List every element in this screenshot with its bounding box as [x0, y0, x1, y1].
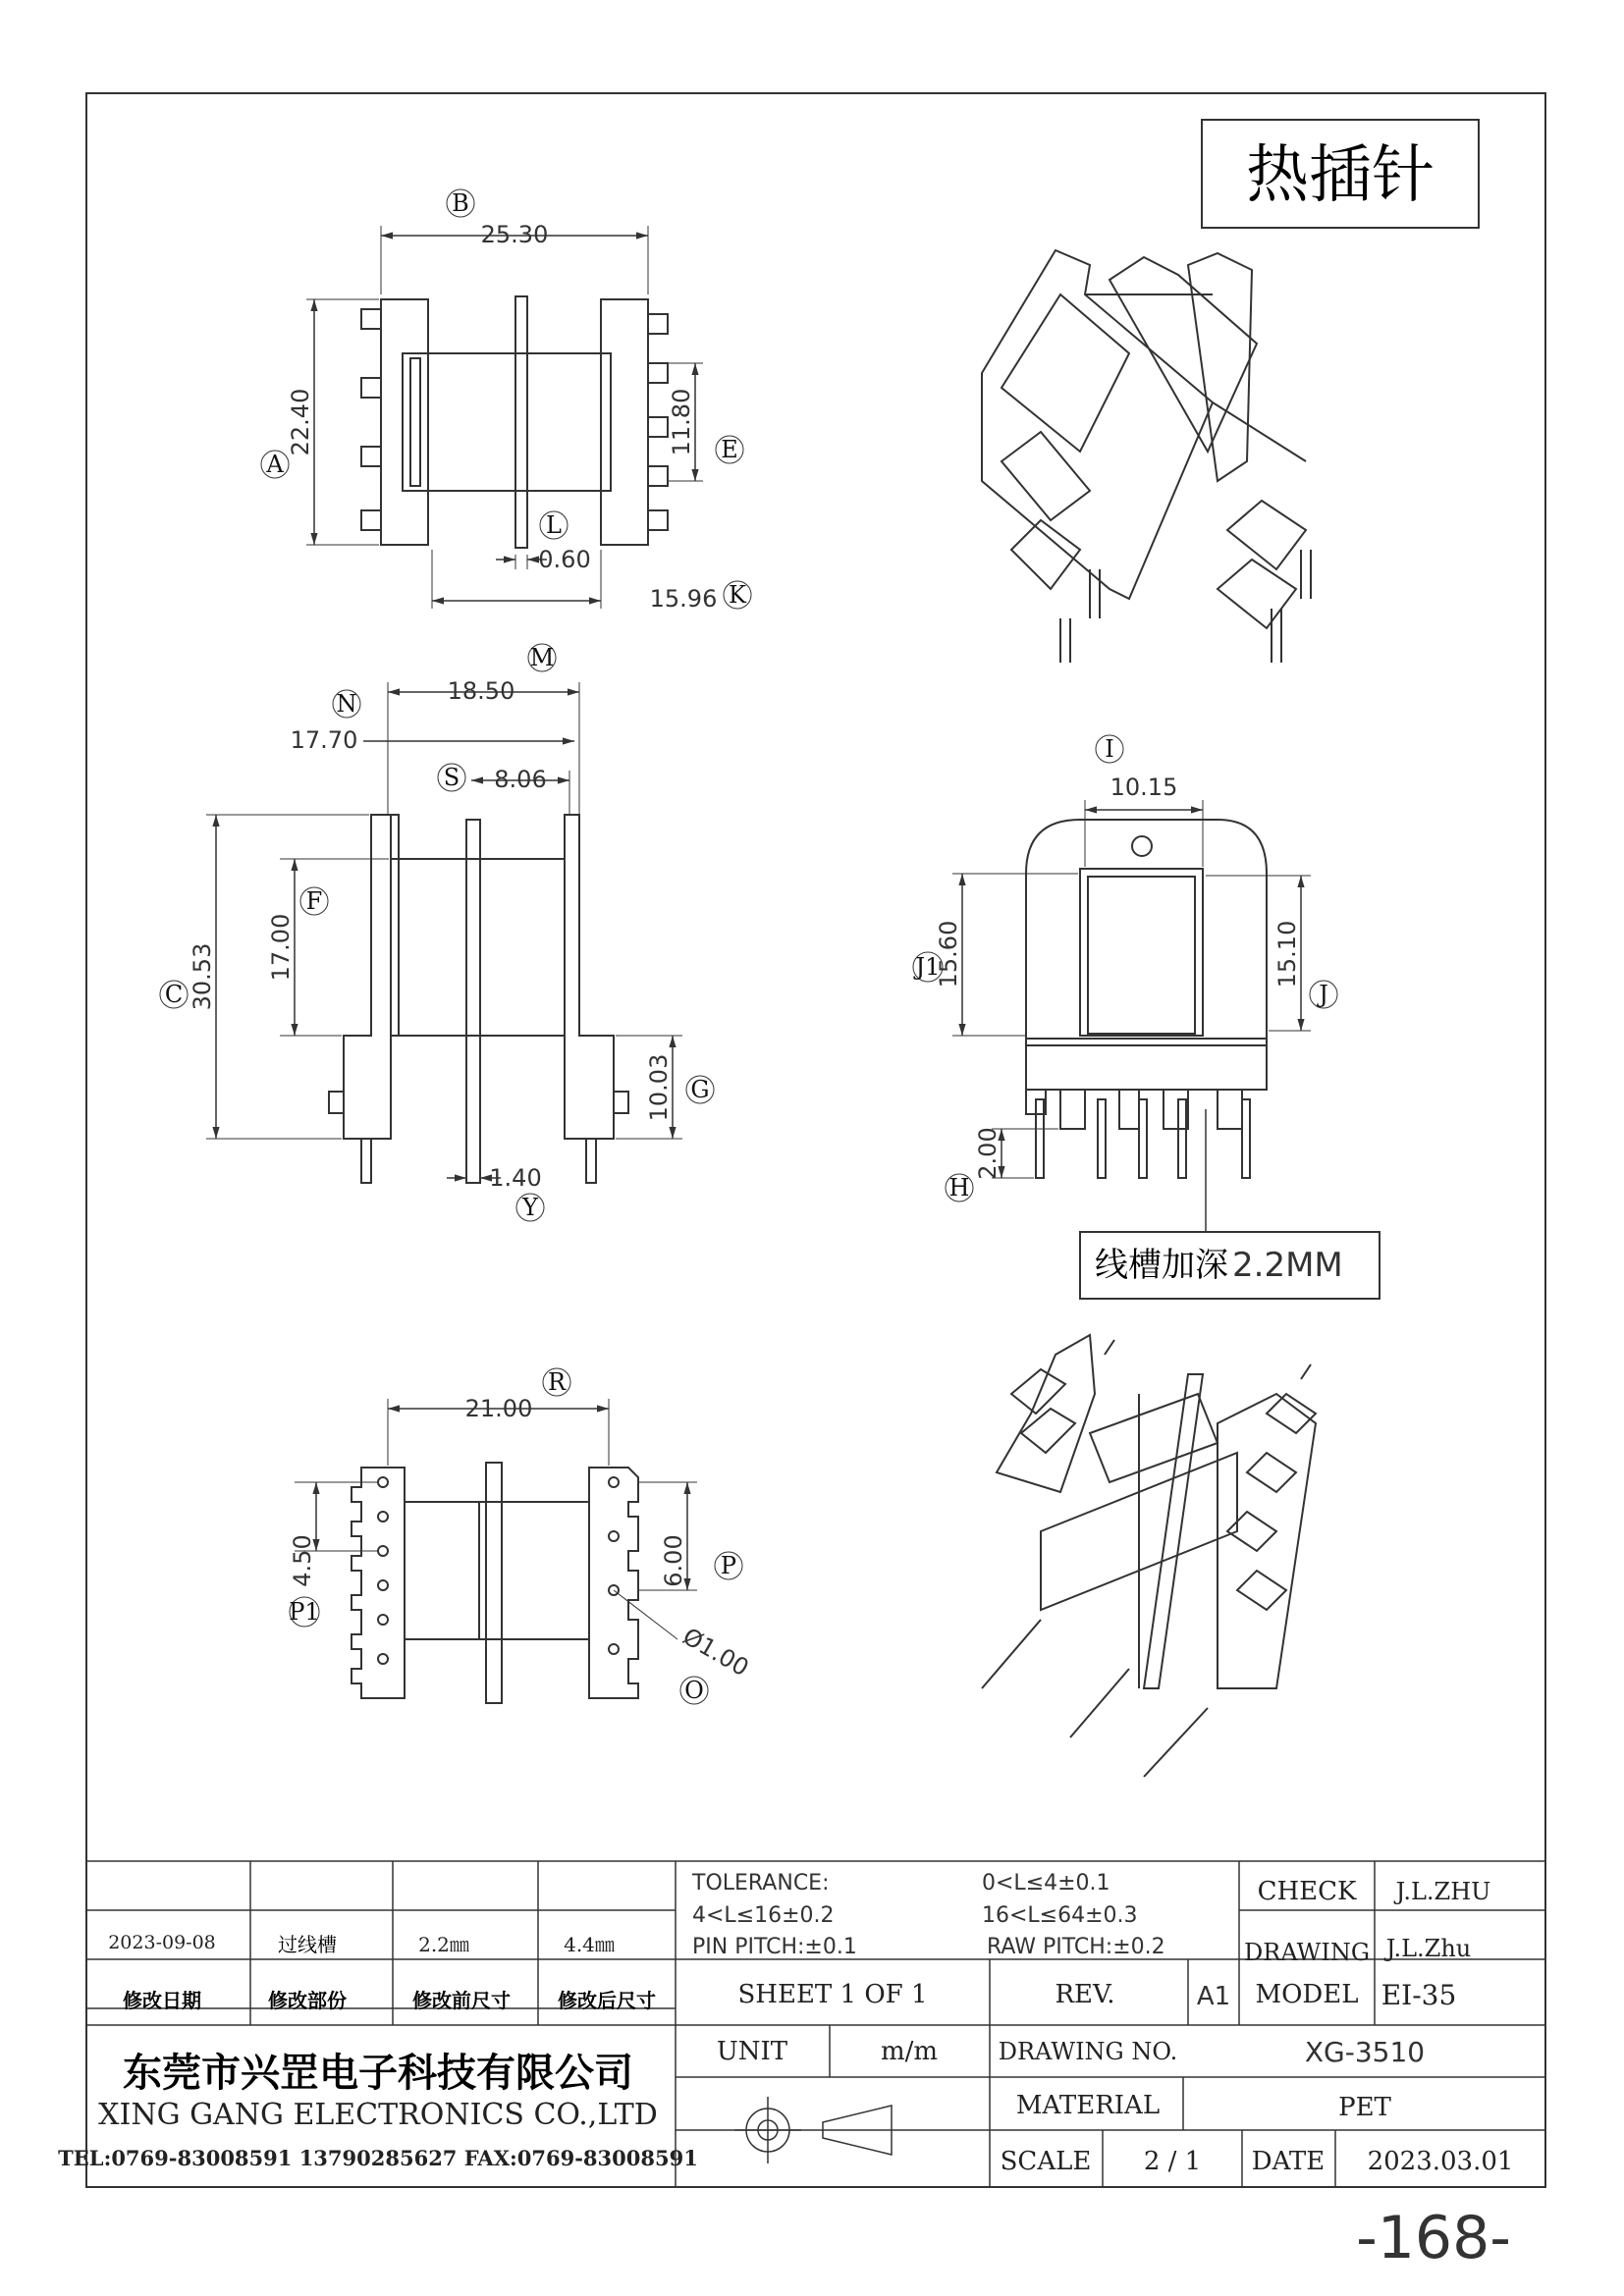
- tolerance-label: TOLERANCE:: [692, 1871, 830, 1896]
- label-j1: J1: [915, 953, 941, 981]
- model-label: MODEL: [1255, 1980, 1359, 2009]
- unit-label: UNIT: [716, 2037, 788, 2066]
- dim-g: 10.03: [645, 1053, 673, 1122]
- drawing-value: J.L.Zhu: [1385, 1935, 1472, 1962]
- side-view-annotations: [160, 644, 714, 1221]
- rev-after: 4.4㎜: [564, 1933, 615, 1956]
- pin-pitch: PIN PITCH:±0.1: [692, 1935, 857, 1959]
- label-r: R: [547, 1368, 567, 1396]
- rev-header-before: 修改前尺寸: [412, 1989, 511, 2012]
- date-label: DATE: [1251, 2147, 1326, 2176]
- isometric-view-top: [982, 250, 1311, 663]
- dim-b: 25.30: [480, 221, 549, 248]
- label-y: Y: [522, 1194, 538, 1221]
- dim-s: 8.06: [494, 766, 547, 793]
- company-block: [58, 2051, 698, 2170]
- tolerance-t1: 0<L≤4±0.1: [982, 1871, 1110, 1896]
- material-value: PET: [1338, 2093, 1391, 2122]
- tolerance-block: [691, 1871, 1165, 1959]
- drawing-no-label: DRAWING NO.: [998, 2038, 1178, 2065]
- rev-before: 2.2㎜: [418, 1933, 469, 1956]
- label-e: E: [721, 436, 738, 463]
- label-m: M: [529, 644, 555, 671]
- company-contact: TEL:0769-83008591 13790285627 FAX:0769-83008591: [58, 2146, 698, 2170]
- material-label: MATERIAL: [1015, 2091, 1161, 2120]
- bottom-view: [295, 1399, 697, 1703]
- dim-p1: 4.50: [289, 1534, 316, 1587]
- tolerance-t2: 4<L≤16±0.2: [692, 1903, 835, 1928]
- note-groove-cn: 线槽加深: [1095, 1246, 1228, 1285]
- title-box: [1202, 120, 1479, 228]
- dim-p: 6.00: [660, 1534, 687, 1587]
- dim-j: 15.10: [1273, 920, 1301, 988]
- label-p1: P1: [289, 1598, 320, 1626]
- dim-j1: 15.60: [935, 920, 962, 988]
- company-name-en: XING GANG ELECTRONICS CO.,LTD: [98, 2098, 658, 2132]
- unit-value: m/m: [880, 2037, 939, 2066]
- front-view: [952, 800, 1380, 1299]
- model-value: EI-35: [1380, 1979, 1457, 2011]
- label-a: A: [266, 451, 284, 478]
- scale-value: 2 / 1: [1143, 2147, 1202, 2176]
- page-number: -168-: [1356, 2204, 1511, 2272]
- label-o: O: [684, 1677, 704, 1704]
- rev-header-after: 修改后尺寸: [558, 1989, 656, 2012]
- sheet-text: SHEET 1 OF 1: [737, 1980, 928, 2009]
- label-b: B: [452, 189, 469, 217]
- label-h: H: [948, 1174, 970, 1201]
- drawing-no-value: XG-3510: [1304, 2036, 1426, 2068]
- check-value: J.L.ZHU: [1395, 1878, 1491, 1905]
- drawing-label: DRAWING: [1244, 1939, 1370, 1966]
- top-view: [306, 226, 703, 609]
- label-p: P: [720, 1552, 737, 1579]
- dim-c: 30.53: [189, 942, 216, 1011]
- dim-o: Ø1.00: [677, 1622, 754, 1682]
- rev-header-part: 修改部份: [268, 1989, 347, 2012]
- dim-f: 17.00: [267, 913, 295, 982]
- revision-table: [108, 1932, 656, 2012]
- company-name-cn: 东莞市兴罡电子科技有限公司: [123, 2051, 633, 2096]
- dim-m: 18.50: [447, 677, 515, 705]
- raw-pitch: RAW PITCH:±0.2: [987, 1935, 1165, 1959]
- rev-label: REV.: [1055, 1980, 1115, 2009]
- dim-k: 15.96: [649, 585, 718, 613]
- label-g: G: [690, 1076, 710, 1103]
- label-i: I: [1105, 735, 1114, 763]
- note-groove-value: 2.2MM: [1232, 1246, 1343, 1285]
- rev-date: 2023-09-08: [108, 1932, 216, 1953]
- check-label: CHECK: [1257, 1877, 1357, 1906]
- rev-header-date: 修改日期: [123, 1989, 201, 2012]
- dim-e: 11.80: [668, 388, 695, 456]
- dim-l: 0.60: [538, 546, 591, 573]
- title-text: 热插针: [1246, 139, 1435, 212]
- isometric-view-bottom: [982, 1335, 1316, 1777]
- label-l: L: [546, 511, 562, 539]
- label-c: C: [164, 981, 184, 1008]
- top-view-annotations: [261, 189, 751, 613]
- label-j: J: [1319, 981, 1328, 1008]
- tolerance-t3: 16<L≤64±0.3: [982, 1903, 1138, 1928]
- label-n: N: [336, 690, 357, 718]
- dim-y: 1.40: [489, 1164, 542, 1192]
- date-value: 2023.03.01: [1367, 2147, 1514, 2176]
- rev-part: 过线槽: [278, 1933, 337, 1956]
- dim-r: 21.00: [464, 1395, 533, 1422]
- label-f: F: [305, 887, 323, 915]
- dim-h: 2.00: [974, 1127, 1001, 1180]
- label-s: S: [443, 764, 460, 791]
- front-view-annotations: [913, 735, 1343, 1285]
- dim-i: 10.15: [1110, 774, 1178, 801]
- scale-label: SCALE: [1000, 2147, 1092, 2176]
- dim-a: 22.40: [287, 388, 314, 456]
- label-k: K: [729, 581, 746, 609]
- dim-n: 17.70: [290, 726, 358, 754]
- rev-value: A1: [1196, 1982, 1231, 2011]
